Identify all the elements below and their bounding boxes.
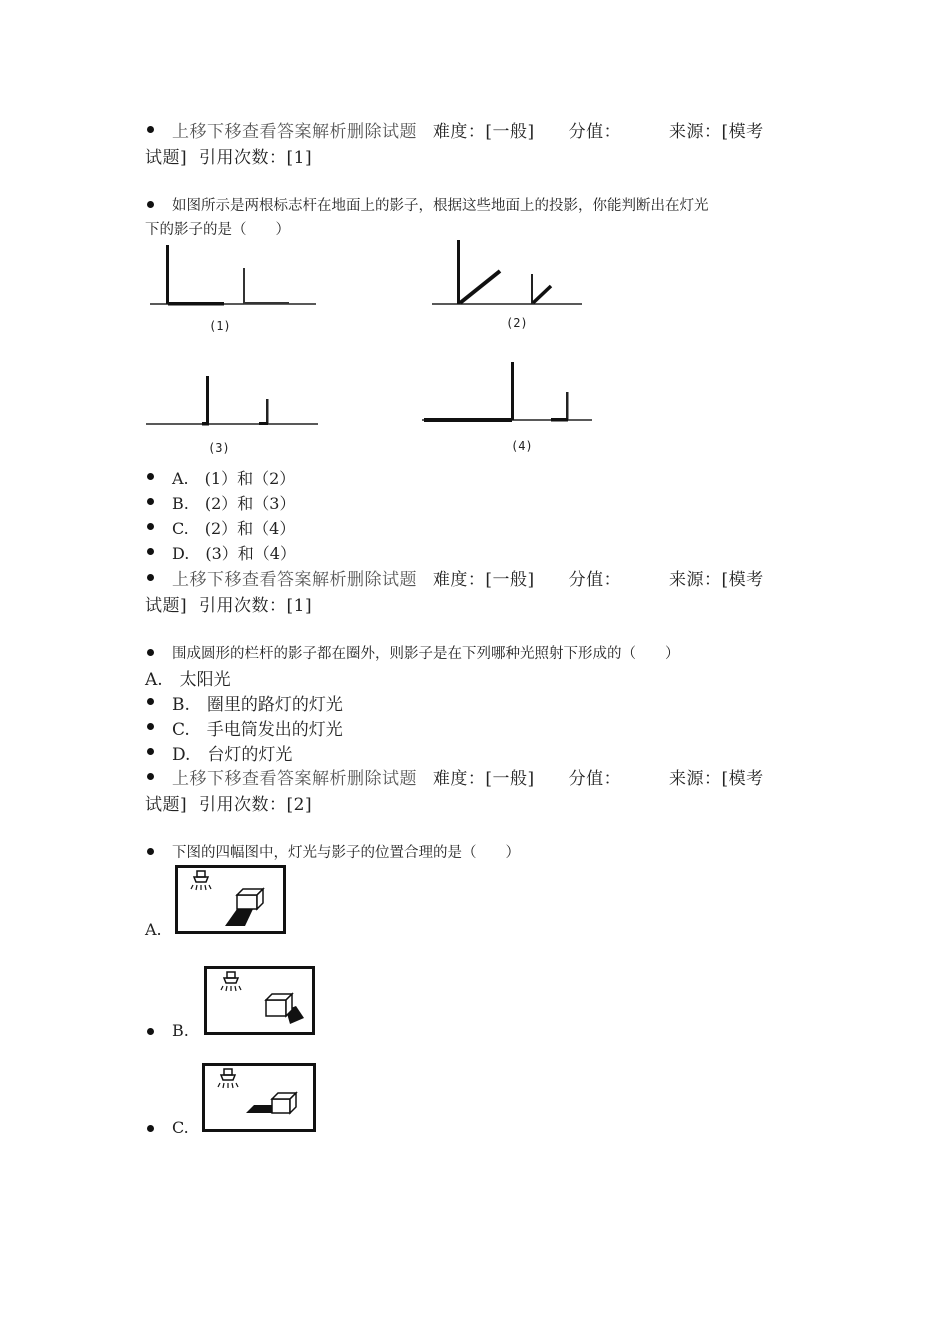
figure-label: (2): [506, 316, 528, 330]
answer-option[interactable]: B.: [172, 1021, 189, 1040]
bullet: [147, 1028, 154, 1035]
source-label-cont: 试题]: [145, 148, 188, 168]
question-text-cont: 下的影子的是（ ）: [145, 222, 290, 238]
citation-count: 引用次数：[2]: [199, 795, 313, 815]
question-text: 下图的四幅图中，灯光与影子的位置合理的是（ ）: [172, 845, 520, 861]
score-label: 分值：: [568, 769, 622, 789]
source-label-cont: 试题]: [145, 596, 188, 616]
question-text: 如图所示是两根标志杆在地面上的影子，根据这些地面上的投影，你能判断出在灯光: [172, 198, 709, 214]
answer-option[interactable]: A. 太阳光: [145, 670, 231, 690]
bullet: [147, 498, 154, 505]
answer-option[interactable]: D. 台灯的灯光: [172, 745, 293, 765]
answer-option[interactable]: A.: [145, 920, 162, 939]
bullet: [147, 473, 154, 480]
bullet: [147, 773, 154, 780]
question-actions[interactable]: 上移下移查看答案解析删除试题: [172, 122, 417, 142]
answer-option[interactable]: C. 手电筒发出的灯光: [172, 720, 343, 740]
bullet: [147, 1125, 154, 1132]
bullet: [147, 649, 154, 656]
question-meta-line2: [145, 790, 312, 815]
answer-option[interactable]: D. (3）和（4）: [172, 544, 296, 563]
source-label: 来源：[模考: [668, 122, 764, 142]
answer-option[interactable]: A. (1）和（2）: [172, 469, 296, 488]
bullet: [147, 748, 154, 755]
answer-option[interactable]: B. (2）和（3）: [172, 494, 296, 513]
bullet: [147, 574, 154, 581]
bullet: [147, 723, 154, 730]
score-label: 分值：: [568, 122, 622, 142]
figure-label: (1): [209, 319, 231, 333]
bullet: [147, 698, 154, 705]
bullet: [147, 126, 154, 133]
question-actions[interactable]: 上移下移查看答案解析删除试题: [172, 769, 417, 789]
bullet: [147, 523, 154, 530]
source-label-cont: 试题]: [145, 795, 188, 815]
figure-label: (3): [208, 441, 230, 455]
cube-icon: [237, 889, 263, 909]
difficulty-label: 难度：[一般]: [432, 769, 535, 789]
difficulty-label: 难度：[一般]: [432, 570, 535, 590]
question-meta: [172, 117, 764, 142]
question-meta: [172, 565, 764, 590]
answer-option[interactable]: B. 圈里的路灯的灯光: [172, 695, 343, 715]
source-label: 来源：[模考: [668, 570, 764, 590]
lamp-shadow-image-a: [175, 865, 287, 935]
question-text: 围成圆形的栏杆的影子都在圈外，则影子是在下列哪种光照射下形成的（ ）: [172, 646, 680, 662]
question-meta-line2: [145, 143, 312, 168]
difficulty-label: 难度：[一般]: [432, 122, 535, 142]
answer-option[interactable]: C.: [172, 1118, 189, 1137]
lamp-shadow-image-c: [202, 1063, 317, 1133]
answer-option[interactable]: C. (2）和（4）: [172, 519, 296, 538]
source-label: 来源：[模考: [668, 769, 764, 789]
bullet: [147, 848, 154, 855]
bullet: [147, 201, 154, 208]
citation-count: 引用次数：[1]: [199, 596, 313, 616]
shadow-figure-1: [148, 243, 318, 338]
citation-count: 引用次数：[1]: [199, 148, 313, 168]
question-meta: [172, 764, 764, 789]
cube-icon: [272, 1093, 296, 1113]
figure-label: (4): [511, 439, 533, 453]
shadow-figure-4: [420, 360, 595, 430]
shadow-figure-3: [144, 372, 320, 432]
cube-icon: [266, 994, 292, 1016]
question-actions[interactable]: 上移下移查看答案解析删除试题: [172, 570, 417, 590]
bullet: [147, 548, 154, 555]
lamp-shadow-image-b: [204, 966, 316, 1036]
score-label: 分值：: [568, 570, 622, 590]
question-meta-line2: [145, 591, 312, 616]
